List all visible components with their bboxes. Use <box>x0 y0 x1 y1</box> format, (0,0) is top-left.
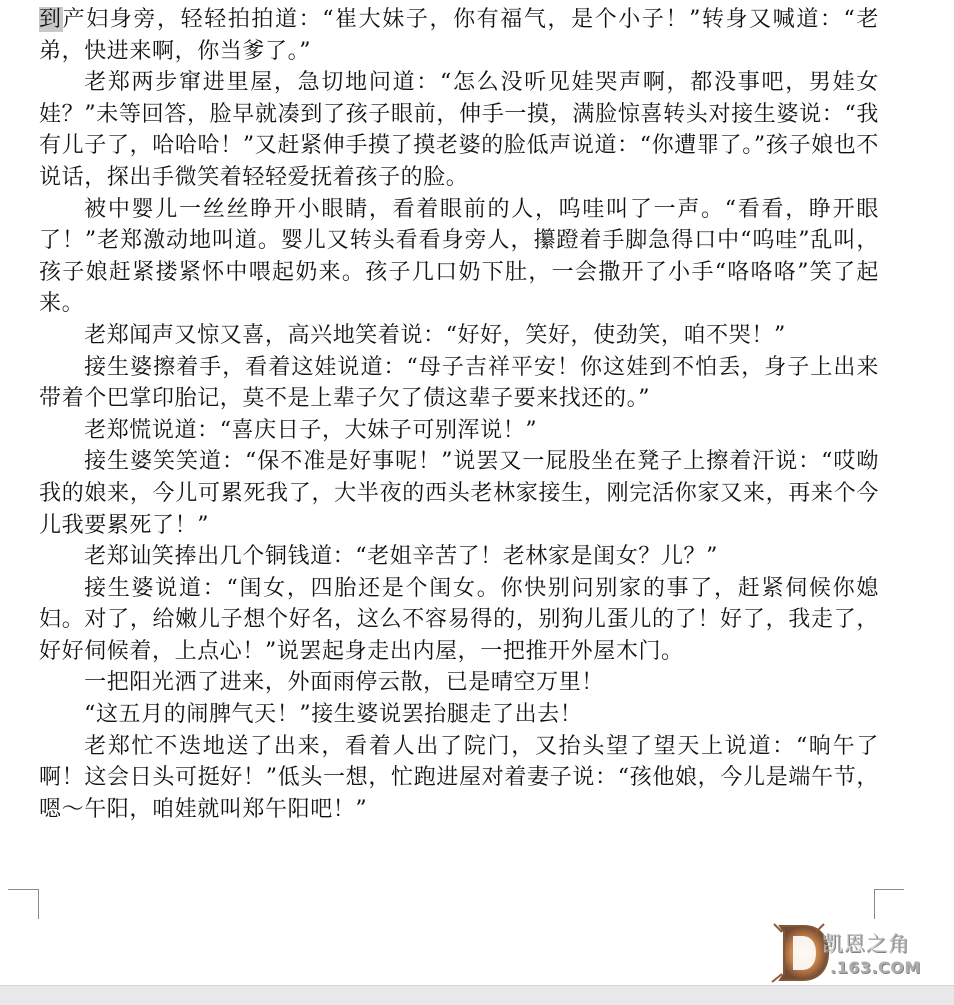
paragraph-text: 产妇身旁，轻轻拍拍道：“崔大妹子，你有福气，是个小子！”转身又喊道：“老弟，快进来啊，你当爹了。” <box>39 7 879 64</box>
paragraph: 被中婴儿一丝丝睁开小眼睛，看着眼前的人，呜哇叫了一声。“看看，睁开眼了！”老郑激动地叫道。婴儿又转头看看身旁人，攥蹬着手脚急得口中“呜哇”乱叫，孩子娘赶紧搂紧怀中喂起奶来。孩子几口奶下肚，一会撒开了小手“咯咯咯”笑了起来。 <box>39 196 879 317</box>
text-selection[interactable]: 到 <box>39 7 63 32</box>
watermark-site-name: 凯恩之角 <box>822 932 910 956</box>
paragraph: “这五月的闹脾气天！”接生婆说罢抬腿走了出去！ <box>84 702 583 728</box>
paragraph-continued <box>39 4 879 67</box>
page-margin-marker-left-vertical <box>8 889 39 919</box>
paragraph: 老郑两步窜进里屋，急切地问道：“怎么没听见娃哭声啊，都没事吧，男娃女娃？”未等回答，脸早就凑到了孩子眼前，伸手一摸，满脸惊喜转头对接生婆说：“我有儿子了，哈哈哈！”又赶紧伸手摸了摸老婆的脸低声说道：“你遭罪了。”孩子娘也不说话，探出手微笑着轻轻爱抚着孩子的脸。 <box>39 70 879 190</box>
paragraph: 老郑闻声又惊又喜，高兴地笑着说：“好好，笑好，使劲笑，咱不哭！” <box>84 322 786 348</box>
paragraph: 接生婆擦着手，看着这娃说道：“母子吉祥平安！你这娃到不怕丢，身子上出来带着个巴掌印胎记，莫不是上辈子欠了债这辈子要来找还的。” <box>39 354 879 412</box>
page-gap-bar <box>0 985 954 1005</box>
paragraph: 老郑慌说道：“喜庆日子，大妹子可别浑说！” <box>84 417 538 443</box>
paragraph: 老郑讪笑捧出几个铜钱道：“老姐辛苦了！老林家是闺女？儿？” <box>84 544 718 570</box>
paragraph: 老郑忙不迭地送了出来，看着人出了院门，又抬头望了望天上说道：“晌午了啊！这会日头可挺好！”低头一想，忙跑进屋对着妻子说：“孩他娘，今儿是端午节，嗯～午阳，咱娃就叫郑午阳吧！” <box>39 733 879 822</box>
watermark-domain: .163.COM <box>830 958 921 977</box>
paragraph: 一把阳光洒了进来，外面雨停云散，已是晴空万里！ <box>84 670 604 696</box>
watermark <box>764 918 949 988</box>
paragraph: 接生婆笑笑道：“保不准是好事呢！”说罢又一屁股坐在凳子上擦着汗说：“哎呦我的娘来，今儿可累死我了，大半夜的西头老林家接生，刚完活你家又来，再来个今儿我要累死了！” <box>39 449 879 538</box>
paragraph: 接生婆说道：“闺女，四胎还是个闺女。你快别问别家的事了，赶紧伺候你媳妇。对了，给嫩儿子想个好名，这么不容易得的，别狗儿蛋儿的了！好了，我走了，好好伺候着，上点心！”说罢起身走出内屋，一把推开外屋木门。 <box>39 575 879 664</box>
document-body[interactable] <box>39 4 879 825</box>
page-margin-marker-right-vertical <box>874 889 905 919</box>
